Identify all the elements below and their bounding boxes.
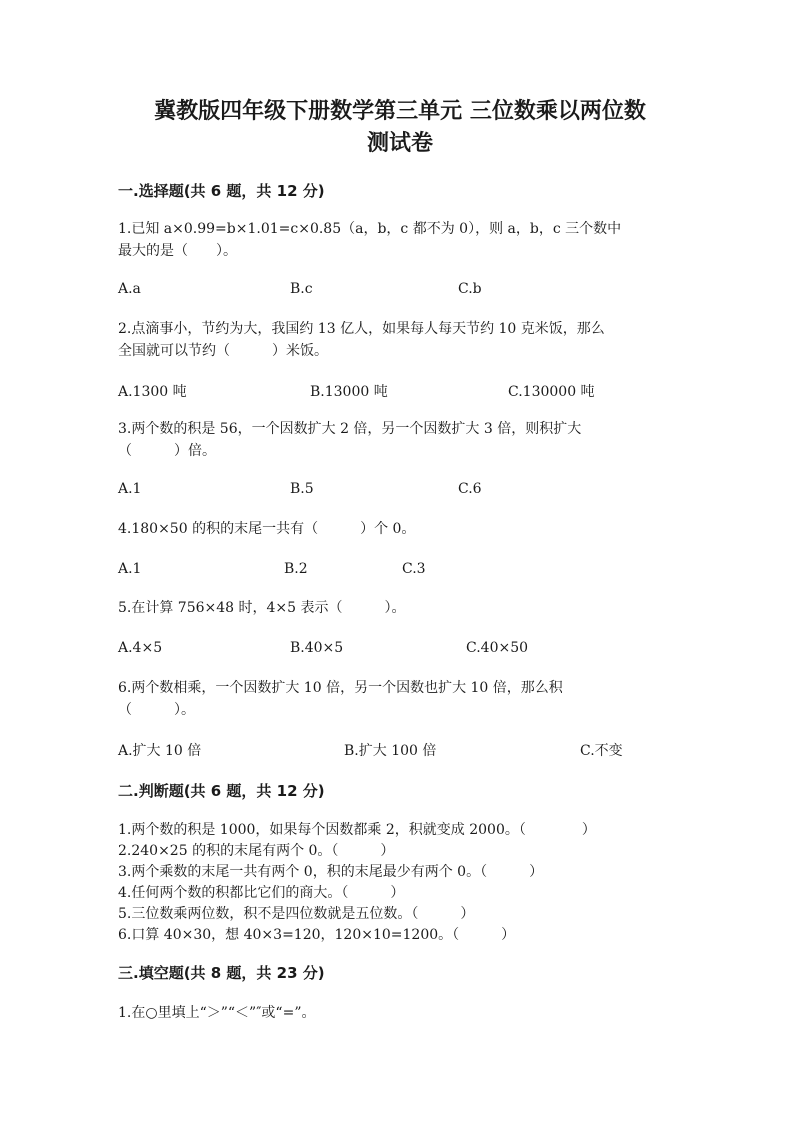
question-5-option-a: A.4×5 [118, 640, 163, 656]
question-3-line-1: 3.两个数的积是 56，一个因数扩大 2 倍，另一个因数扩大 3 倍，则积扩大 [118, 421, 582, 437]
judge-item-5: 5.三位数乘两位数，积不是四位数就是五位数。（ ） [118, 906, 475, 922]
question-4 [118, 518, 688, 540]
question-6 [118, 677, 688, 721]
question-6-line-1: 6.两个数相乘，一个因数扩大 10 倍，另一个因数也扩大 10 倍，那么积 [118, 680, 563, 696]
title-line-1: 冀教版四年级下册数学第三单元 三位数乘以两位数 [154, 99, 646, 124]
question-3 [118, 418, 688, 462]
question-1-option-c: C.b [458, 281, 482, 297]
question-6-line-2: （ ）。 [118, 702, 195, 718]
question-3-option-c: C.6 [458, 481, 482, 497]
question-4-option-c: C.3 [402, 561, 426, 577]
question-6-option-b: B.扩大 100 倍 [344, 743, 437, 759]
judge-item-2: 2.240×25 的积的末尾有两个 0。（ ） [118, 843, 395, 859]
question-6-option-c: C.不变 [580, 743, 623, 759]
title-line-2: 测试卷 [366, 131, 433, 156]
fill-item-1: 1.在○里填上“＞”“＜”″或“=”。 [118, 1005, 316, 1021]
section-heading-choice: 一.选择题(共 6 题，共 12 分) [118, 182, 325, 200]
section-heading-judge: 二.判断题(共 6 题，共 12 分) [118, 782, 325, 800]
judge-item-3: 3.两个乘数的末尾一共有两个 0，积的末尾最少有两个 0。（ ） [118, 864, 544, 880]
section-heading-fill: 三.填空题(共 8 题，共 23 分) [118, 964, 325, 982]
judge-item-1: 1.两个数的积是 1000，如果每个因数都乘 2，积就变成 2000。（ ） [118, 822, 596, 838]
question-6-option-a: A.扩大 10 倍 [118, 743, 202, 759]
question-5 [118, 597, 688, 619]
judge-item-4: 4.任何两个数的积都比它们的商大。（ ） [118, 885, 405, 901]
question-3-option-b: B.5 [290, 481, 314, 497]
question-3-option-a: A.1 [118, 481, 142, 497]
question-2-line-1: 2.点滴事小，节约为大，我国约 13 亿人，如果每人每天节约 10 克米饭，那么 [118, 321, 605, 337]
judge-item-6: 6.口算 40×30，想 40×3=120，120×10=1200。（ ） [118, 927, 516, 943]
page-title [100, 96, 700, 160]
question-1-line-2: 最大的是（ ）。 [118, 243, 237, 259]
question-1-option-b: B.c [290, 281, 313, 297]
question-4-option-a: A.1 [118, 561, 142, 577]
question-2 [118, 318, 688, 362]
question-1 [118, 218, 688, 262]
question-5-line-1: 5.在计算 756×48 时，4×5 表示（ ）。 [118, 600, 406, 616]
question-2-option-a: A.1300 吨 [118, 384, 187, 400]
question-4-line-1: 4.180×50 的积的末尾一共有（ ）个 0。 [118, 521, 416, 537]
question-3-line-2: （ ）倍。 [118, 443, 216, 459]
question-5-option-c: C.40×50 [466, 640, 529, 656]
question-2-option-c: C.130000 吨 [508, 384, 595, 400]
question-4-option-b: B.2 [284, 561, 308, 577]
question-5-option-b: B.40×5 [290, 640, 344, 656]
question-1-line-1: 1.已知 a×0.99=b×1.01=c×0.85（a，b，c 都不为 0），则 a，b，c 三个数中 [118, 221, 622, 237]
question-2-option-b: B.13000 吨 [310, 384, 388, 400]
question-2-line-2: 全国就可以节约（ ）米饭。 [118, 343, 328, 359]
question-1-option-a: A.a [118, 281, 141, 297]
